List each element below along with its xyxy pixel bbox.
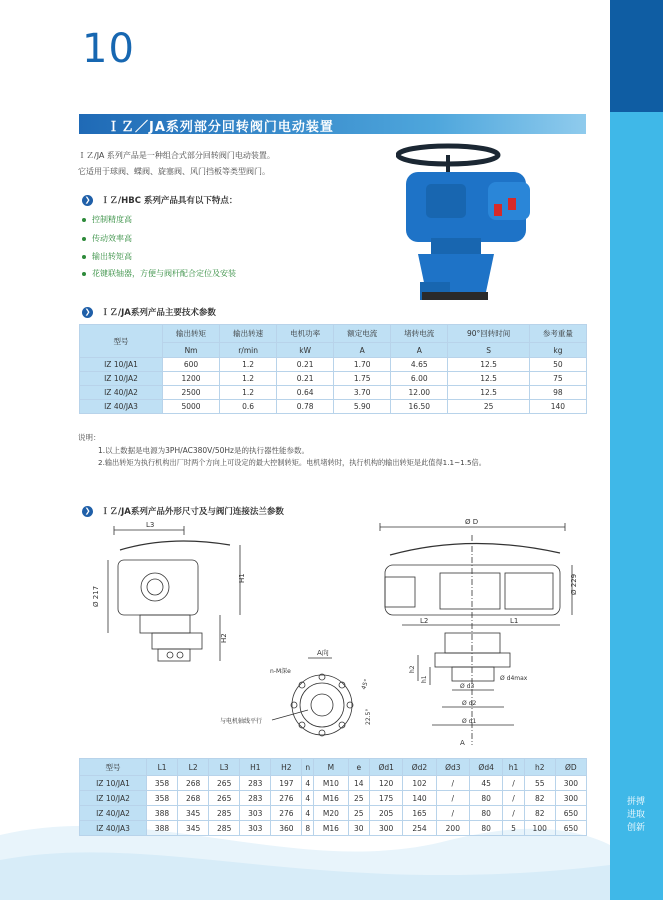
table-cell: / xyxy=(503,791,524,806)
model-cell: IZ 40/JA2 xyxy=(80,806,147,821)
dim-label: Ø d1 xyxy=(462,718,477,725)
table-row xyxy=(80,372,587,386)
table-cell: 12.5 xyxy=(448,386,530,400)
slogan-line: 创新 xyxy=(626,823,645,833)
table-row xyxy=(80,400,587,414)
table-cell: 303 xyxy=(240,806,271,821)
table-cell: 3.70 xyxy=(334,386,391,400)
table-cell: 4.65 xyxy=(391,358,448,372)
dim-label: Ø d4max xyxy=(500,675,528,682)
a-arrow-label: A xyxy=(460,739,465,747)
table-cell: 268 xyxy=(178,776,209,791)
model-cell: IZ 40/JA3 xyxy=(80,400,163,414)
table-cell: 0.78 xyxy=(277,400,334,414)
table-cell: 283 xyxy=(240,776,271,791)
table-cell: 285 xyxy=(209,821,240,836)
flange-view-drawing xyxy=(220,648,372,736)
dim-label: h2 xyxy=(409,665,416,673)
table-row xyxy=(80,358,587,372)
dim-label: Ø 229 xyxy=(570,573,578,595)
page-title: ＩＺ／JA系列部分回转阀门电动装置 xyxy=(107,120,334,135)
model-cell: IZ 10/JA2 xyxy=(80,791,147,806)
dimension-table xyxy=(79,758,587,836)
table-cell: 600 xyxy=(163,358,220,372)
header-cell: H1 xyxy=(240,759,271,776)
table-cell: 25 xyxy=(348,806,369,821)
header-cell: M xyxy=(314,759,349,776)
table-cell: M20 xyxy=(314,806,349,821)
table-cell: 345 xyxy=(178,806,209,821)
dim-label: L2 xyxy=(420,617,429,625)
table-cell: 0.21 xyxy=(277,358,334,372)
spec-header-row xyxy=(80,325,587,343)
dimension-heading-text: ＩＺ/JA系列产品外形尺寸及与阀门连接法兰参数 xyxy=(101,507,284,517)
page-number: 10 xyxy=(82,26,135,72)
table-cell: 0.21 xyxy=(277,372,334,386)
header-cell: Ød3 xyxy=(436,759,469,776)
table-cell: 98 xyxy=(529,386,586,400)
table-cell: 25 xyxy=(348,791,369,806)
notes-title: 说明： xyxy=(78,433,101,442)
table-cell: 14 xyxy=(348,776,369,791)
table-row xyxy=(80,386,587,400)
table-cell: 1.2 xyxy=(220,358,277,372)
features-heading xyxy=(82,194,237,206)
table-cell: / xyxy=(436,776,469,791)
table-cell: 650 xyxy=(555,821,586,836)
header-cell: 型号 xyxy=(80,325,163,358)
table-row xyxy=(80,821,587,836)
header-cell: Ød4 xyxy=(469,759,502,776)
dimension-drawing xyxy=(80,515,600,747)
feature-text: 控制精度高 xyxy=(92,215,132,224)
table-cell: 300 xyxy=(555,776,586,791)
front-view-drawing xyxy=(380,518,578,747)
table-cell: 360 xyxy=(271,821,302,836)
angle-label: 45° xyxy=(360,678,371,691)
slogan-line: 拼搏 xyxy=(626,797,645,807)
intro-line: ＩＺ/JA 系列产品是一种组合式部分回转阀门电动装置。 xyxy=(78,151,275,160)
header-cell: 90°回转时间 xyxy=(448,325,530,343)
table-cell: 120 xyxy=(370,776,403,791)
header-cell: L2 xyxy=(178,759,209,776)
dim-label: h1 xyxy=(421,675,428,683)
table-cell: 4 xyxy=(302,806,314,821)
spec-table xyxy=(79,324,587,414)
table-cell: 303 xyxy=(240,821,271,836)
feature-item xyxy=(82,268,236,279)
table-cell: 388 xyxy=(147,806,178,821)
table-cell: 140 xyxy=(403,791,436,806)
table-cell: 300 xyxy=(555,791,586,806)
header-cell: 输出转矩 xyxy=(163,325,220,343)
table-cell: 1.75 xyxy=(334,372,391,386)
table-cell: 5.90 xyxy=(334,400,391,414)
bullet-icon xyxy=(82,255,86,259)
note-line: 1.以上数据是电源为3PH/AC380V/50Hz是的执行器性能参数。 xyxy=(98,446,309,455)
table-cell: 650 xyxy=(555,806,586,821)
table-cell: 300 xyxy=(370,821,403,836)
table-cell: 283 xyxy=(240,791,271,806)
table-row xyxy=(80,776,587,791)
table-cell: 55 xyxy=(524,776,555,791)
table-cell: 388 xyxy=(147,821,178,836)
table-cell: 265 xyxy=(209,791,240,806)
feature-item xyxy=(82,233,132,244)
sidebar-top-block xyxy=(610,0,663,112)
table-cell: 6.00 xyxy=(391,372,448,386)
nm-label: n-M深e xyxy=(270,668,291,675)
header-cell: 输出转速 xyxy=(220,325,277,343)
table-cell: 5000 xyxy=(163,400,220,414)
table-cell: / xyxy=(436,806,469,821)
actuator-product-image xyxy=(396,142,556,312)
table-cell: 254 xyxy=(403,821,436,836)
table-cell: 200 xyxy=(436,821,469,836)
header-cell: 型号 xyxy=(80,759,147,776)
table-cell: 80 xyxy=(469,791,502,806)
table-cell: 30 xyxy=(348,821,369,836)
unit-cell: A xyxy=(334,343,391,358)
table-cell: 12.5 xyxy=(448,372,530,386)
model-cell: IZ 40/JA3 xyxy=(80,821,147,836)
side-view-drawing xyxy=(92,521,246,661)
bullet-icon xyxy=(82,218,86,222)
table-cell: 175 xyxy=(370,791,403,806)
header-cell: 参考重量 xyxy=(529,325,586,343)
slogan-line: 进取 xyxy=(626,810,645,820)
table-cell: 2500 xyxy=(163,386,220,400)
table-cell: 12.5 xyxy=(448,358,530,372)
section-title-bar xyxy=(79,114,586,134)
header-cell: Ød1 xyxy=(370,759,403,776)
header-cell: ØD xyxy=(555,759,586,776)
table-cell: 358 xyxy=(147,791,178,806)
table-cell: 345 xyxy=(178,821,209,836)
table-cell: M16 xyxy=(314,791,349,806)
dim-header-row xyxy=(80,759,587,776)
spec-heading xyxy=(82,306,216,318)
model-cell: IZ 10/JA1 xyxy=(80,776,147,791)
table-cell: 265 xyxy=(209,776,240,791)
a-view-label: A向 xyxy=(317,649,329,657)
table-cell: 268 xyxy=(178,791,209,806)
intro-line: 它适用于球阀、蝶阀、旋塞阀、风门挡板等类型阀门。 xyxy=(78,167,270,176)
bullet-icon xyxy=(82,272,86,276)
table-cell: 285 xyxy=(209,806,240,821)
table-cell: 1.2 xyxy=(220,372,277,386)
header-cell: n xyxy=(302,759,314,776)
model-cell: IZ 40/JA2 xyxy=(80,386,163,400)
table-cell: 82 xyxy=(524,806,555,821)
table-cell: 82 xyxy=(524,791,555,806)
table-row xyxy=(80,806,587,821)
arrow-icon: ❯ xyxy=(82,195,93,206)
table-cell: / xyxy=(503,806,524,821)
header-cell: L3 xyxy=(209,759,240,776)
table-cell: 276 xyxy=(271,791,302,806)
dim-label: H1 xyxy=(238,573,246,583)
note-line: 2.输出转矩为执行机构出厂时两个方向上可设定的最大控制转矩。电机堵转时，执行机构的输出转矩是此值得1.1~1.5倍。 xyxy=(98,458,486,467)
header-cell: e xyxy=(348,759,369,776)
dim-label: Ø D xyxy=(465,518,479,526)
table-cell: 16.50 xyxy=(391,400,448,414)
table-cell: 25 xyxy=(448,400,530,414)
unit-cell: kW xyxy=(277,343,334,358)
model-cell: IZ 10/JA1 xyxy=(80,358,163,372)
table-cell: 0.6 xyxy=(220,400,277,414)
header-cell: L1 xyxy=(147,759,178,776)
table-cell: 1200 xyxy=(163,372,220,386)
feature-item xyxy=(82,251,132,262)
table-cell: 75 xyxy=(529,372,586,386)
table-cell: 12.00 xyxy=(391,386,448,400)
dim-label: H2 xyxy=(220,633,228,643)
table-cell: 8 xyxy=(302,821,314,836)
dim-label: Ø 217 xyxy=(92,585,100,607)
spec-heading-text: ＩＺ/JA系列产品主要技术参数 xyxy=(101,308,216,318)
dim-label: L1 xyxy=(510,617,519,625)
table-cell: 0.64 xyxy=(277,386,334,400)
table-cell: 140 xyxy=(529,400,586,414)
header-cell: 电机功率 xyxy=(277,325,334,343)
unit-cell: Nm xyxy=(163,343,220,358)
dim-label: Ø d2 xyxy=(462,700,477,707)
table-cell: 1.2 xyxy=(220,386,277,400)
table-cell: 102 xyxy=(403,776,436,791)
angle-label: 22.5° xyxy=(365,708,372,725)
table-cell: M16 xyxy=(314,821,349,836)
table-cell: 5 xyxy=(503,821,524,836)
header-cell: Ød2 xyxy=(403,759,436,776)
header-cell: H2 xyxy=(271,759,302,776)
sidebar-slogan xyxy=(618,796,654,835)
table-cell: / xyxy=(503,776,524,791)
table-cell: M10 xyxy=(314,776,349,791)
unit-cell: kg xyxy=(529,343,586,358)
table-cell: 358 xyxy=(147,776,178,791)
arrow-icon: ❯ xyxy=(82,506,93,517)
dim-label: L3 xyxy=(146,521,155,529)
unit-cell: S xyxy=(448,343,530,358)
feature-text: 花键联轴器，方便与阀杆配合定位及安装 xyxy=(92,269,236,278)
features-heading-text: ＩＺ/HBC 系列产品具有以下特点： xyxy=(101,196,238,206)
feature-text: 传动效率高 xyxy=(92,234,132,243)
header-cell: 额定电流 xyxy=(334,325,391,343)
parallel-label: 与电机轴线平行 xyxy=(220,718,263,725)
table-cell: 80 xyxy=(469,806,502,821)
table-cell: 1.70 xyxy=(334,358,391,372)
unit-cell: r/min xyxy=(220,343,277,358)
right-sidebar xyxy=(610,0,663,900)
feature-text: 输出转矩高 xyxy=(92,252,132,261)
unit-cell: A xyxy=(391,343,448,358)
model-cell: IZ 10/JA2 xyxy=(80,372,163,386)
table-cell: 100 xyxy=(524,821,555,836)
table-cell: 45 xyxy=(469,776,502,791)
dim-label: Ø d3 xyxy=(460,683,475,690)
table-cell: 50 xyxy=(529,358,586,372)
table-cell: 197 xyxy=(271,776,302,791)
header-cell: h1 xyxy=(503,759,524,776)
header-cell: h2 xyxy=(524,759,555,776)
table-cell: 165 xyxy=(403,806,436,821)
table-cell: / xyxy=(436,791,469,806)
arrow-icon: ❯ xyxy=(82,307,93,318)
table-cell: 4 xyxy=(302,776,314,791)
bullet-icon xyxy=(82,237,86,241)
table-row xyxy=(80,791,587,806)
table-cell: 205 xyxy=(370,806,403,821)
table-cell: 276 xyxy=(271,806,302,821)
table-cell: 80 xyxy=(469,821,502,836)
feature-item xyxy=(82,214,132,225)
header-cell: 堵转电流 xyxy=(391,325,448,343)
table-cell: 4 xyxy=(302,791,314,806)
